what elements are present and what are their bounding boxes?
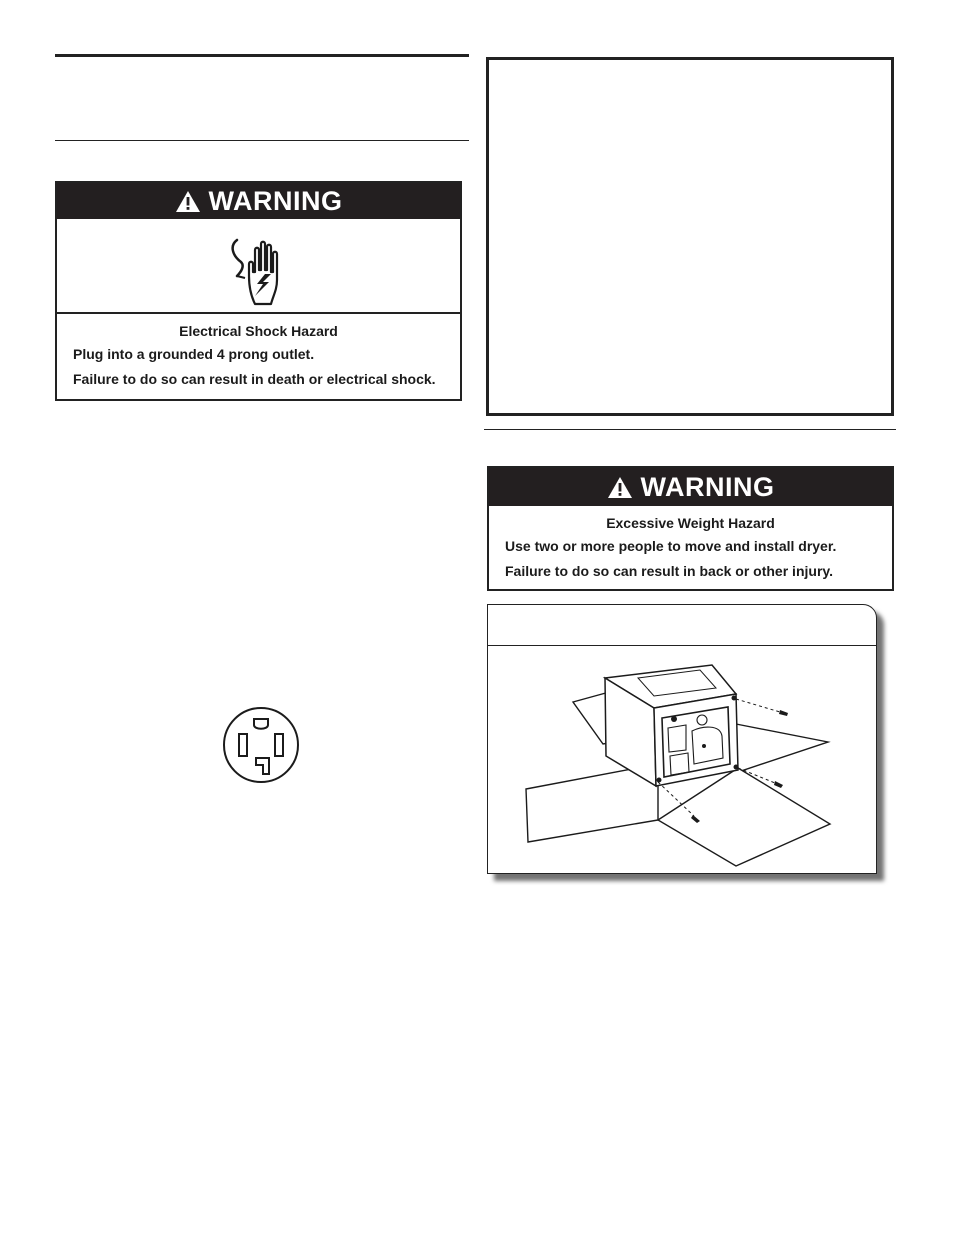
- warning-header-label: WARNING: [208, 185, 343, 216]
- dryer-carton-illustration: [487, 604, 877, 874]
- shock-icon-panel: [57, 219, 460, 314]
- dryer-on-carton-with-screws-icon: [488, 646, 875, 872]
- warning-triangle-icon: [175, 190, 201, 213]
- warning-header-label: WARNING: [640, 471, 775, 502]
- hazard-consequence: Failure to do so can result in death or electrical shock.: [73, 371, 436, 387]
- electrical-shock-hand-icon: [219, 226, 299, 306]
- electrical-shock-warning: [55, 181, 462, 401]
- shock-warning-body: [57, 323, 460, 387]
- hazard-instruction: Use two or more people to move and install dryer.: [505, 538, 837, 554]
- excessive-weight-warning: [487, 466, 894, 591]
- weight-warning-body: [489, 515, 892, 579]
- info-panel: [486, 57, 894, 416]
- hazard-title: Electrical Shock Hazard: [179, 323, 338, 339]
- illustration-title-strip: [488, 605, 876, 646]
- hazard-instruction: Plug into a grounded 4 prong outlet.: [73, 346, 315, 362]
- warning-header: [489, 468, 892, 506]
- hazard-consequence: Failure to do so can result in back or other injury.: [505, 563, 834, 579]
- hazard-title: Excessive Weight Hazard: [606, 515, 775, 531]
- four-prong-outlet-icon: [222, 706, 300, 784]
- section-rule-mid-left: [55, 140, 469, 141]
- warning-triangle-icon: [607, 476, 633, 499]
- section-rule-top-left: [55, 54, 469, 57]
- section-rule-right: [484, 429, 896, 430]
- warning-header: [57, 183, 460, 219]
